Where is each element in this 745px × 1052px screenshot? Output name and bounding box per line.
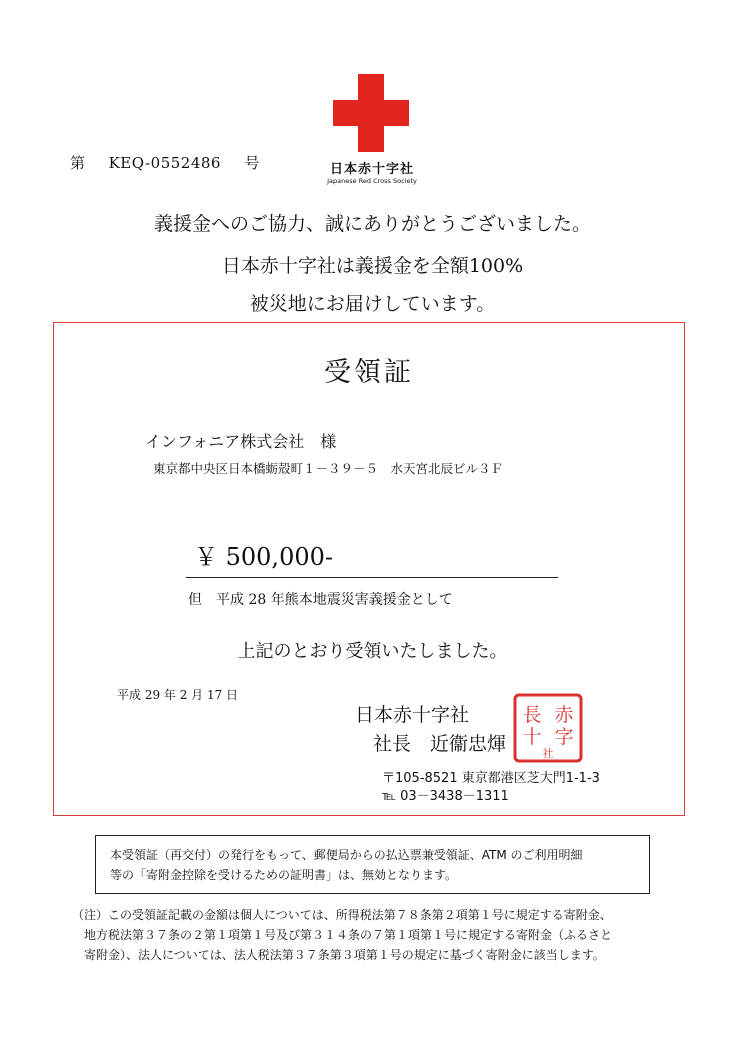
seal-char: 長 — [522, 704, 542, 726]
issuer-postal-address: 〒105-8521 東京都港区芝大門1-1-3 — [382, 771, 600, 786]
certificate-number — [70, 152, 260, 173]
header-thanks-line: 義援金へのご協力、誠にありがとうございました。 — [153, 213, 591, 235]
logo-name-english: Japanese Red Cross Society — [327, 177, 417, 185]
received-statement: 上記のとおり受領いたしました。 — [237, 641, 508, 662]
recipient-name: インフォニア株式会社 様 — [145, 432, 337, 451]
logo-name-japanese: 日本赤十字社 — [329, 162, 414, 177]
seal-char: 社 — [542, 747, 554, 760]
certificate-number-suffix: 号 — [244, 154, 260, 172]
header-delivery-line: 被災地にお届けしています。 — [249, 293, 496, 315]
seal-char: 赤 — [554, 704, 574, 726]
certificate-number-value: KEQ-0552486 — [108, 154, 221, 172]
issuer-president: 社長 近衞忠煇 — [373, 733, 507, 755]
footnote-line: （注）この受領証記載の金額は個人については、所得税法第７８条第２項第１号に規定する寄附金、 — [72, 908, 612, 922]
footnote — [72, 905, 692, 965]
receipt-title: 受領証 — [324, 357, 414, 388]
footnote-line: 寄附金）、法人については、法人税法第３７条第３項第１号の規定に基づく寄附金に該当します。 — [84, 948, 605, 962]
amount-underline — [186, 577, 558, 578]
donation-amount: ￥ 500,000- — [194, 543, 333, 571]
certificate-number-prefix: 第 — [70, 154, 86, 172]
issuer-phone: ℡ 03－3438－1311 — [382, 789, 509, 804]
issue-date: 平成 29 年 2 月 17 日 — [117, 688, 239, 702]
receipt-frame — [53, 322, 685, 816]
footnote-line: 地方税法第３７条の２第１項第１号及び第３１４条の７第１項第１号に規定する寄附金（ふるさと — [84, 928, 613, 942]
seal-char: 字 — [554, 726, 574, 748]
issuer-organization: 日本赤十字社 — [355, 704, 470, 726]
seal-char: 十 — [522, 726, 542, 748]
donation-purpose: 但 平成 28 年熊本地震災害義援金として — [188, 592, 453, 608]
red-cross-logo-icon — [333, 74, 409, 152]
notice-line: 本受領証（再交付）の発行をもって、郵便局からの払込票兼受領証、ATM のご利用明細 — [110, 848, 583, 862]
header-donation-line: 日本赤十字社は義援金を全額100% — [221, 255, 524, 277]
recipient-address: 東京都中央区日本橋蛎殻町１－３９－５ 水天宮北辰ビル３Ｆ — [153, 461, 504, 476]
notice-line: 等の「寄附金控除を受けるための証明書」は、無効となります。 — [110, 868, 458, 882]
official-seal-icon — [512, 692, 584, 764]
notice-box — [95, 835, 650, 894]
